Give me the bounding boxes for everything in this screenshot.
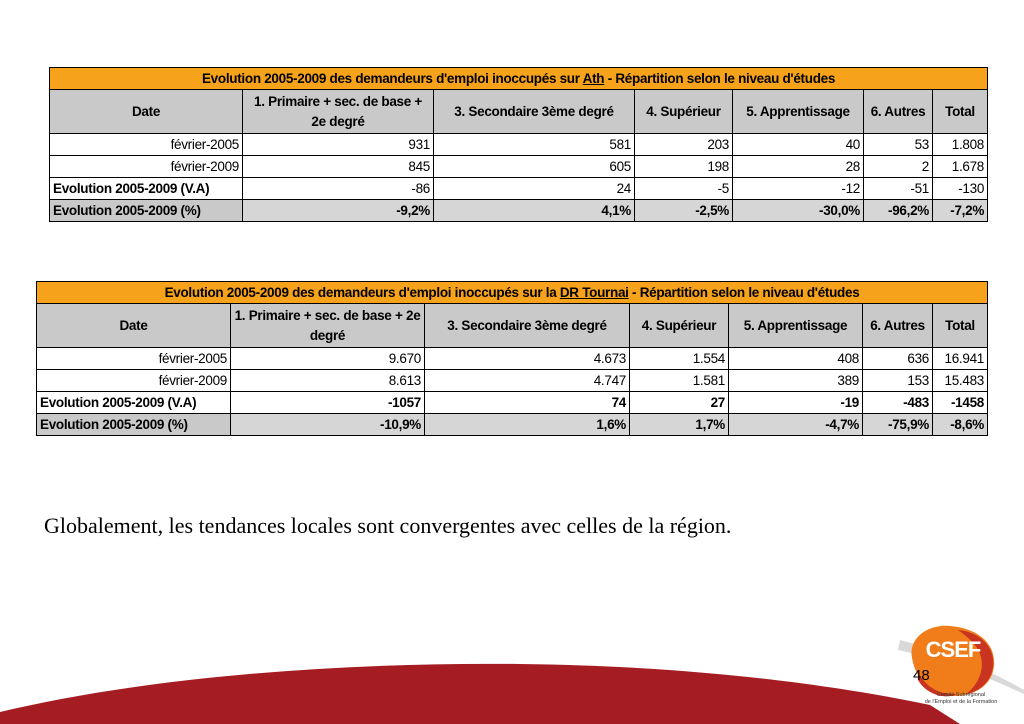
cell: 153 xyxy=(863,370,933,392)
cell: -8,6% xyxy=(933,414,988,436)
page-number: 48 xyxy=(913,667,930,684)
caption-text: Globalement, les tendances locales sont convergentes avec celles de la région. xyxy=(44,513,732,538)
cell: 74 xyxy=(425,392,630,414)
cell: -4,7% xyxy=(729,414,863,436)
cell: -10,9% xyxy=(231,414,425,436)
cell: -483 xyxy=(863,392,933,414)
cell: 15.483 xyxy=(933,370,988,392)
cell: 8.613 xyxy=(231,370,425,392)
cell: 2 xyxy=(864,156,933,178)
header-date: Date xyxy=(37,304,231,348)
cell: -75,9% xyxy=(863,414,933,436)
cell: 4.673 xyxy=(425,348,630,370)
cell: 16.941 xyxy=(933,348,988,370)
header-autres: 6. Autres xyxy=(863,304,933,348)
row-label: février-2005 xyxy=(50,134,243,156)
cell: -2,5% xyxy=(635,200,733,222)
header-secondaire: 3. Secondaire 3ème degré xyxy=(434,90,635,134)
cell: 581 xyxy=(434,134,635,156)
cell: -7,2% xyxy=(933,200,988,222)
row-label: Evolution 2005-2009 (%) xyxy=(50,200,243,222)
cell: 1.808 xyxy=(933,134,988,156)
cell: -1057 xyxy=(231,392,425,414)
header-apprentissage: 5. Apprentissage xyxy=(729,304,863,348)
row-label: Evolution 2005-2009 (V.A) xyxy=(37,392,231,414)
header-secondaire: 3. Secondaire 3ème degré xyxy=(425,304,630,348)
header-total: Total xyxy=(933,90,988,134)
cell: 605 xyxy=(434,156,635,178)
cell: 9.670 xyxy=(231,348,425,370)
row-label: février-2005 xyxy=(37,348,231,370)
cell: 203 xyxy=(635,134,733,156)
cell: 1.554 xyxy=(630,348,729,370)
cell: 40 xyxy=(733,134,864,156)
header-primaire: 1. Primaire + sec. de base + 2e degré xyxy=(231,304,425,348)
cell: -96,2% xyxy=(864,200,933,222)
header-superieur: 4. Supérieur xyxy=(635,90,733,134)
row-label: février-2009 xyxy=(50,156,243,178)
header-primaire: 1. Primaire + sec. de base + 2e degré xyxy=(243,90,434,134)
cell: 24 xyxy=(434,178,635,200)
row-label: Evolution 2005-2009 (%) xyxy=(37,414,231,436)
header-total: Total xyxy=(933,304,988,348)
cell: 53 xyxy=(864,134,933,156)
row-label: Evolution 2005-2009 (V.A) xyxy=(50,178,243,200)
cell: 27 xyxy=(630,392,729,414)
table-title: Evolution 2005-2009 des demandeurs d'emploi inoccupés sur Ath - Répartition selon le niveau d'études xyxy=(50,68,988,90)
header-date: Date xyxy=(50,90,243,134)
row-label: février-2009 xyxy=(37,370,231,392)
cell: 1.581 xyxy=(630,370,729,392)
cell: -5 xyxy=(635,178,733,200)
cell: -86 xyxy=(243,178,434,200)
cell: 1.678 xyxy=(933,156,988,178)
cell: -19 xyxy=(729,392,863,414)
cell: -51 xyxy=(864,178,933,200)
cell: 28 xyxy=(733,156,864,178)
cell: 636 xyxy=(863,348,933,370)
header-superieur: 4. Supérieur xyxy=(630,304,729,348)
cell: 389 xyxy=(729,370,863,392)
table-title: Evolution 2005-2009 des demandeurs d'emploi inoccupés sur la DR Tournai - Répartition selon le niveau d'études xyxy=(37,282,988,304)
cell: 4,1% xyxy=(434,200,635,222)
cell: 4.747 xyxy=(425,370,630,392)
cell: 845 xyxy=(243,156,434,178)
cell: 408 xyxy=(729,348,863,370)
cell: -9,2% xyxy=(243,200,434,222)
logo-subtitle: Comité Subrégional de l'Emploi et de la Formation xyxy=(924,692,998,705)
cell: -1458 xyxy=(933,392,988,414)
cell: -130 xyxy=(933,178,988,200)
cell: 931 xyxy=(243,134,434,156)
cell: 198 xyxy=(635,156,733,178)
cell: -30,0% xyxy=(733,200,864,222)
cell: -12 xyxy=(733,178,864,200)
header-apprentissage: 5. Apprentissage xyxy=(733,90,864,134)
logo-wordmark: CSEF xyxy=(925,637,981,662)
cell: 1,7% xyxy=(630,414,729,436)
header-autres: 6. Autres xyxy=(864,90,933,134)
cell: 1,6% xyxy=(425,414,630,436)
